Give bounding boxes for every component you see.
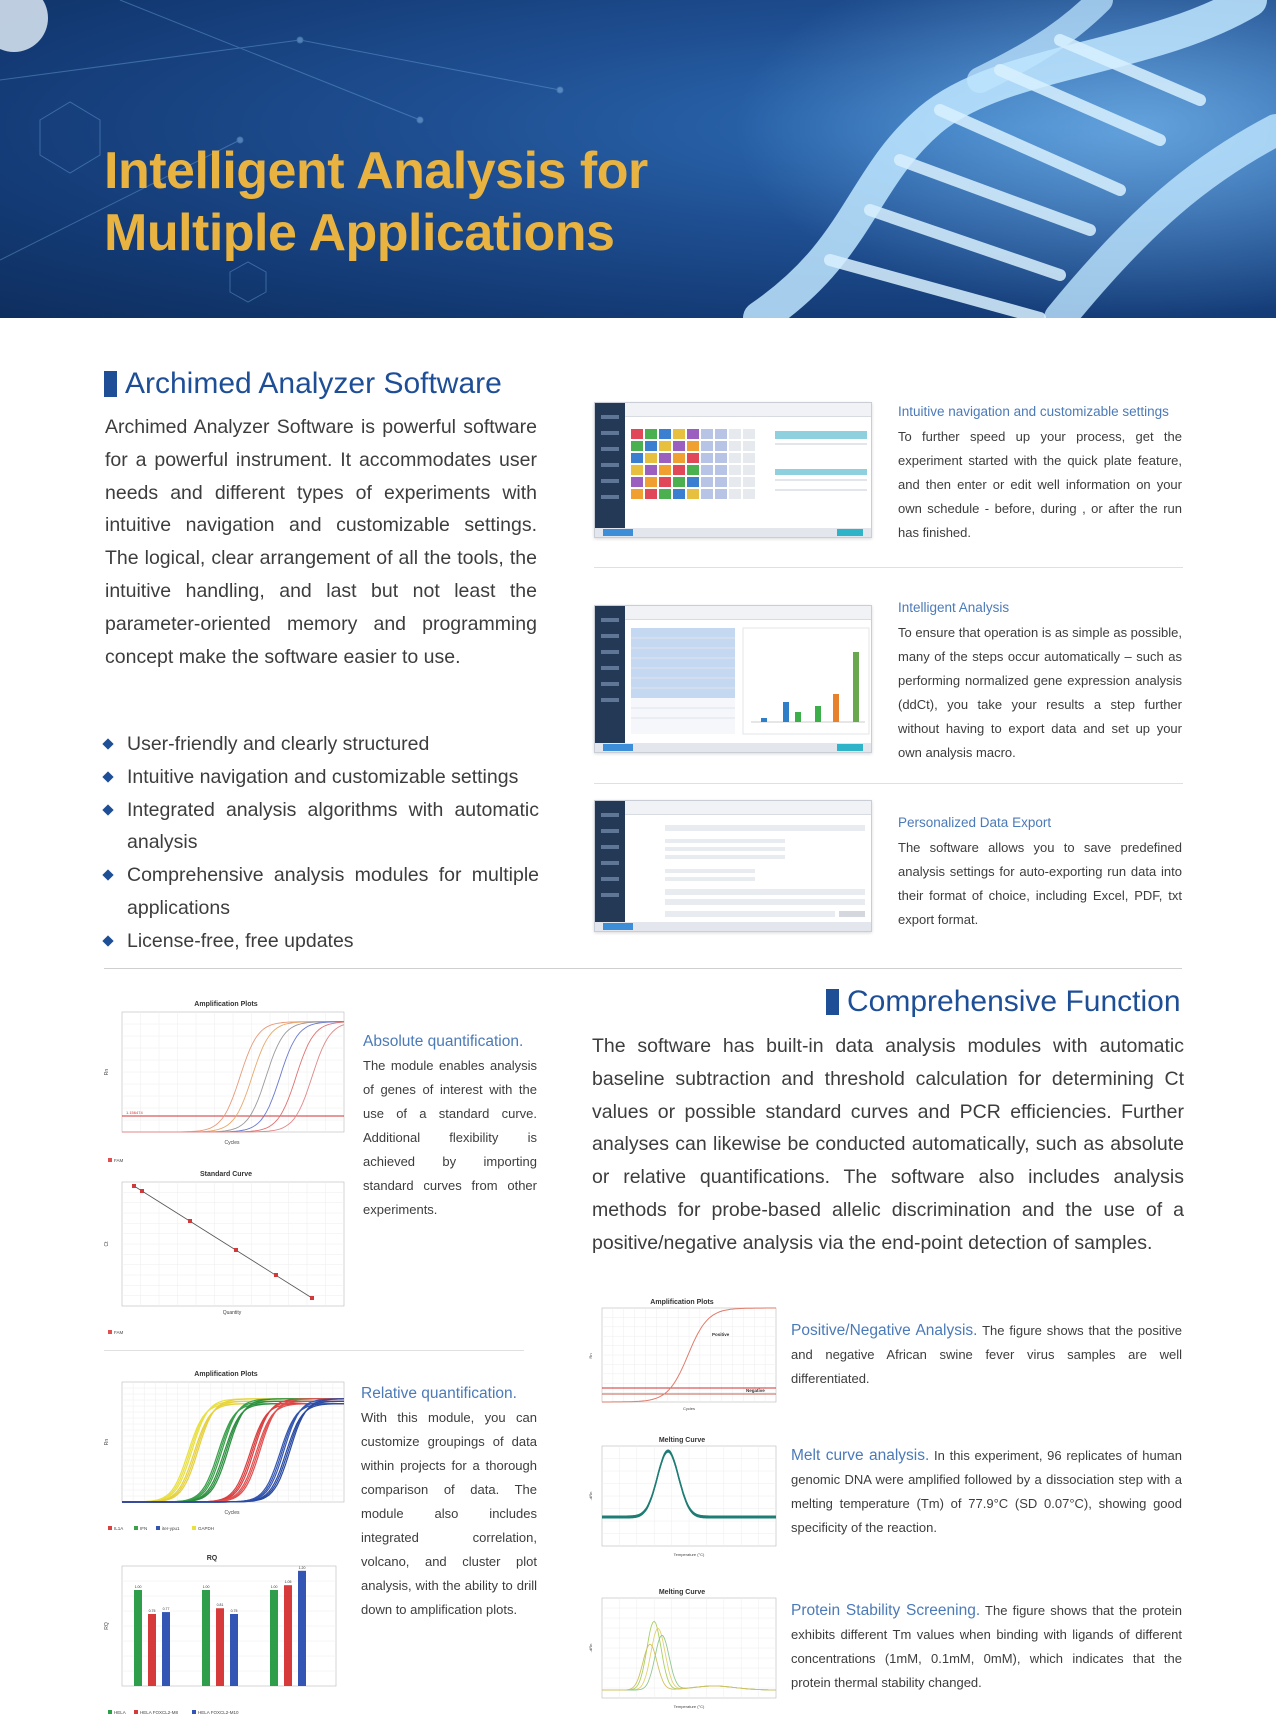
bullet-item: Integrated analysis algorithms with automatic analysis [102, 794, 539, 860]
positive-label: Positive [712, 1332, 730, 1337]
analyzer-intro: Archimed Analyzer Software is powerful software for a powerful instrument. It accommodates user needs and different types of experiments with intuitive navigation and customizable settings. The logical, clear arrangement of all the tools, the intuitive handling, and last but not least the parameter-oriented memory and programming concept make the software easier to use. [105, 416, 537, 668]
legend-item: iter-ypu1 [162, 1526, 180, 1531]
protein-stability-body: The figure shows that the protein exhibits different Tm values when binding with ligands of different concentrations (1mM, 0.1mM, 0mM), which indicates that the protein thermal stability changed. [791, 1603, 1182, 1690]
rq-bar [202, 1590, 210, 1686]
rq-bar-chart [100, 1552, 352, 1718]
relative-quant-body: With this module, you can customize groupings of data within projects for a thorough comparison of data. The module also includes integrated correlation, volcano, and cluster plot analysis, with the ability to drill down to amplification plots. [361, 1410, 537, 1617]
x-axis-label: Quantity [222, 1310, 242, 1316]
diamond-bullet-icon [102, 738, 113, 749]
heading-bar-icon [104, 371, 117, 397]
chart-title: Melting Curve [658, 1589, 706, 1596]
legend-swatch [108, 1330, 112, 1334]
analyzer-heading-text: Archimed Analyzer Software [125, 367, 502, 400]
bullet-item: Intuitive navigation and customizable settings [102, 761, 539, 794]
y-axis-label: Rn [104, 1068, 110, 1076]
legend-item: IL1A [114, 1526, 124, 1531]
bar-value-label: 1.20 [298, 1565, 306, 1570]
chart-title: RQ [206, 1555, 218, 1562]
plate-grid-graphic [625, 419, 873, 529]
divider [594, 567, 1183, 568]
bar-value-label: 1.00 [270, 1585, 278, 1589]
legend-item: FAM [114, 1158, 124, 1163]
hero-title-line1: Intelligent Analysis for [104, 142, 648, 200]
bar-value-label: 0.75 [148, 1609, 156, 1613]
rq-bar [284, 1585, 292, 1686]
standard-point [310, 1296, 314, 1300]
analyzer-heading [104, 367, 502, 401]
bullet-item: User-friendly and clearly structured [102, 728, 539, 761]
positive-negative-chart [584, 1296, 780, 1422]
legend-item: HELA FOXCL2-M10 [198, 1710, 239, 1715]
rq-bar [216, 1608, 224, 1686]
bar-value-label: 1.05 [284, 1580, 292, 1585]
rq-bar [162, 1612, 170, 1686]
hero-title [104, 140, 648, 264]
rq-bar [270, 1590, 278, 1686]
y-axis-label: RQ [104, 1622, 110, 1630]
absolute-amplification-chart [100, 998, 352, 1166]
feature-body-analysis: To ensure that operation is as simple as possible, many of the steps occur automatically – such as performing normalized gene expression analysis (ddCt), you take your results a step further without having to export data and set up your own analysis macro. [898, 625, 1182, 760]
protein-stability-title: Protein Stability Screening. [791, 1602, 981, 1619]
melt-curve-title: Melt curve analysis. [791, 1447, 930, 1464]
comprehensive-heading-text: Comprehensive Function [847, 985, 1181, 1018]
chart-title: Amplification Plots [194, 1371, 258, 1378]
legend-item: FAM [114, 1330, 124, 1335]
y-axis-label: -dRn [588, 1491, 593, 1501]
protein-stability-chart [584, 1586, 780, 1716]
y-axis-label: Rn [588, 1353, 593, 1359]
x-axis-label: Cycles [682, 1406, 696, 1411]
rq-bar [230, 1614, 238, 1686]
diamond-bullet-icon [102, 870, 113, 881]
protein-stability-block [791, 1599, 1182, 1695]
export-form-graphic [625, 817, 873, 923]
plate-setup-screenshot [594, 402, 872, 538]
bullet-item: License-free, free updates [102, 925, 539, 958]
feature-bullet-list [102, 728, 539, 958]
y-axis-label: Ct [104, 1241, 110, 1247]
x-axis-label: Temperature (°C) [673, 1704, 705, 1709]
hero-banner [0, 0, 1276, 318]
legend-item: GAPDH [198, 1526, 215, 1531]
rq-bar [148, 1614, 156, 1686]
legend-item: HELA FOXCL2-M8 [140, 1710, 179, 1715]
absolute-quant-block [363, 1030, 537, 1222]
data-export-screenshot [594, 800, 872, 932]
divider [104, 1350, 524, 1351]
standard-curve-chart [100, 1168, 352, 1338]
legend-item: HELA [114, 1710, 126, 1715]
standard-point [140, 1189, 144, 1193]
bar-value-label: 1.00 [134, 1585, 142, 1589]
melt-curve-block [791, 1444, 1182, 1540]
diamond-bullet-icon [102, 804, 113, 815]
diamond-bullet-icon [102, 935, 113, 946]
x-axis-label: Cycles [224, 1510, 240, 1516]
standard-point [188, 1219, 192, 1223]
x-axis-label: Temperature (°C) [673, 1552, 705, 1557]
melt-curve-chart [584, 1434, 780, 1562]
analysis-screenshot [594, 605, 872, 753]
pos-neg-title: Positive/Negative Analysis. [791, 1322, 978, 1339]
pos-neg-body: The figure shows that the positive and negative African swine fever virus samples are well differentiated. [791, 1323, 1182, 1386]
chart-title: Amplification Plots [194, 1001, 258, 1008]
rq-bar [134, 1590, 142, 1686]
chart-title: Amplification Plots [650, 1299, 714, 1306]
rq-bar [298, 1571, 306, 1686]
y-axis-label: Rn [104, 1438, 110, 1446]
pos-neg-block [791, 1319, 1182, 1391]
x-axis-label: Cycles [224, 1140, 240, 1146]
legend-swatch [108, 1158, 112, 1162]
bullet-item: Comprehensive analysis modules for multiple applications [102, 859, 539, 925]
feature-title-navigation: Intuitive navigation and customizable settings [898, 404, 1169, 419]
threshold-label: 1.156474 [126, 1110, 143, 1115]
comprehensive-body: The software has built-in data analysis modules with automatic baseline subtraction and threshold calculation for determining Ct values or possible standard curves and PCR efficiencies. Further analyses can likewise be conducted automatically, such as absolute or relative quantifications. The software also includes analysis methods for probe-based allelic discrimination and the use of a positive/negative analysis via the end-point detection of samples. [592, 1035, 1184, 1254]
bar-value-label: 1.00 [202, 1585, 210, 1589]
y-axis-label: -dRn [588, 1643, 593, 1653]
bar-value-label: 0.75 [230, 1609, 238, 1613]
feature-body-navigation: To further speed up your process, get the experiment started with the quick plate feature, and then enter or edit well information on your own schedule - before, during , or after the run has finished. [898, 429, 1182, 540]
analysis-table-chart-graphic [625, 622, 873, 744]
chart-title: Standard Curve [199, 1171, 253, 1178]
section-divider [104, 968, 1182, 969]
negative-label: Negative [746, 1388, 765, 1393]
melt-curve-body: In this experiment, 96 replicates of human genomic DNA were amplified followed by a dissociation step with a melting temperature (Tm) of 77.9°C (SD 0.07°C), showing good specificity of the reaction. [791, 1448, 1182, 1535]
relative-amplification-chart [100, 1368, 352, 1534]
chart-title: Melting Curve [658, 1437, 706, 1444]
legend-item: IFN [140, 1526, 148, 1531]
absolute-quant-title: Absolute quantification. [363, 1033, 524, 1050]
standard-point [132, 1184, 136, 1188]
heading-bar-icon [826, 989, 839, 1015]
comprehensive-heading [826, 985, 1181, 1019]
diamond-bullet-icon [102, 771, 113, 782]
bar-value-label: 0.77 [162, 1607, 170, 1612]
standard-point [234, 1248, 238, 1252]
feature-title-export: Personalized Data Export [898, 815, 1052, 830]
relative-quant-block [361, 1382, 537, 1622]
feature-title-analysis: Intelligent Analysis [898, 600, 1010, 615]
bar-value-label: 0.81 [216, 1603, 224, 1608]
absolute-quant-body: The module enables analysis of genes of interest with the use of a standard curve. Additional flexibility is achieved by importing standard curves from other experiments. [363, 1058, 537, 1217]
feature-body-export: The software allows you to save predefined analysis settings for auto-exporting run data into their format of choice, including Excel, PDF, txt export format. [898, 840, 1182, 927]
hero-title-line2: Multiple Applications [104, 204, 615, 262]
divider [594, 783, 1183, 784]
standard-point [274, 1273, 278, 1277]
relative-quant-title: Relative quantification. [361, 1385, 517, 1402]
